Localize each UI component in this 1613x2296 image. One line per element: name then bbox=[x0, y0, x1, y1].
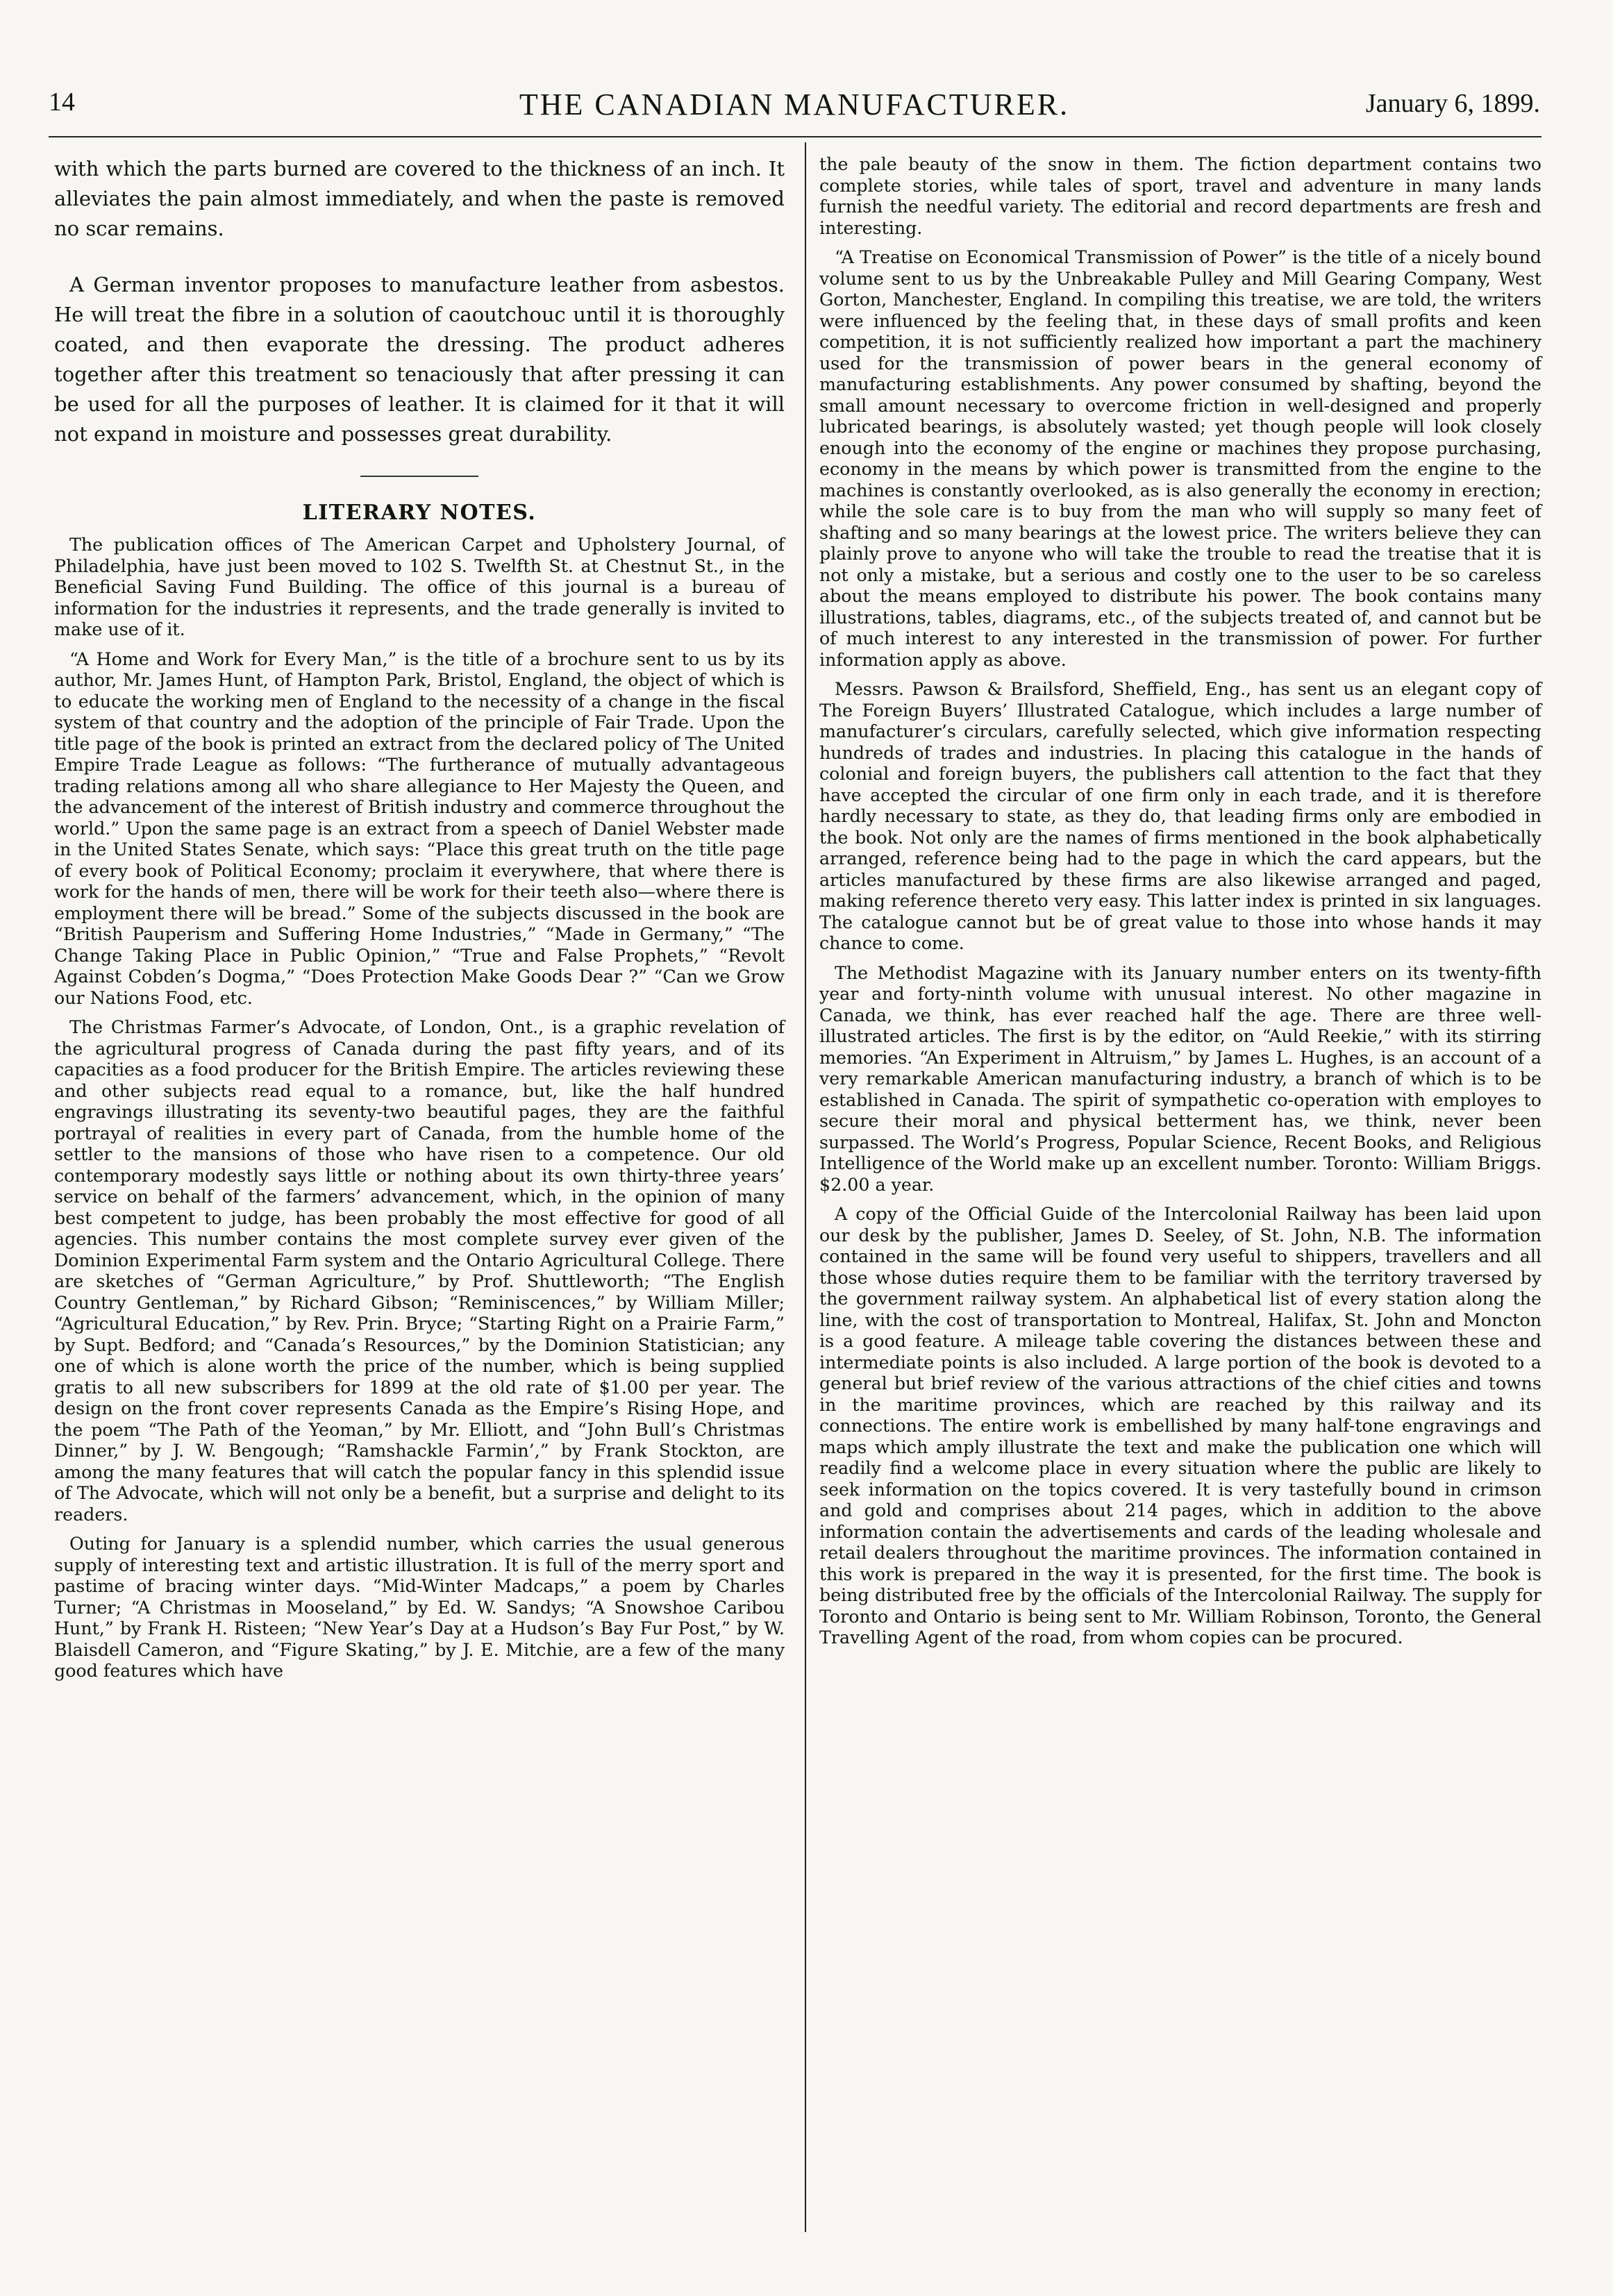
issue-date: January 6, 1899. bbox=[1365, 89, 1540, 118]
notes-paragraph: “A Home and Work for Every Man,” is the title of a brochure sent to us by its author, Mr. James Hunt, of Hampton Park, Bristol, England, the object of which is to educate the working men of England to the necessity of a change in the fiscal system of that country and the adoption of the principle of Fair Trade. Upon the title page of the book is printed an extract from the declared policy of The United Empire Trade League as follows: “The furtherance of mutually advantageous trading relations among all who share allegiance to Her Majesty the Queen, and the advancement of the interest of British industry and commerce throughout the world.” Upon the same page is an extract from a speech of Daniel Webster made in the United States Senate, which says: “Place this great truth on the title page of every book of Political Economy; proclaim it everywhere, that where there is work for the hands of men, there will be work for their teeth also—where there is employment there will be bread.” Some of the subjects discussed in the book are “British Pauperism and Suffering Home Industries,” “Made in Germany,” “The Change Taking Place in Public Opinion,” “True and False Prophets,” “Revolt Against Cobden’s Dogma,” “Does Protection Make Goods Dear ?” “Can we Grow our Nations Food, etc. bbox=[54, 648, 785, 1008]
article-continuation-paragraph: with which the parts burned are covered to the thickness of an inch. It alleviates the pain almost immediately, and when the paste is removed no scar remains. bbox=[54, 157, 785, 240]
literary-notes-heading: LITERARY NOTES. bbox=[302, 501, 537, 525]
notes-paragraph: The Methodist Magazine with its January number enters on its twenty-fifth year and forty-ninth volume with unusual interest. No other magazine in Canada, we think, has ever reached half the age. There are three well-illustrated articles. The first is by the editor, on “Auld Reekie,” with its stirring memories. “An Experiment in Altruism,” by James L. Hughes, is an account of a very remarkable American manufacturing industry, a branch of which is to be established in Canada. The spirit of sympathetic co-operation with employes to secure their moral and physical betterment has, we think, never been surpassed. The World’s Progress, Popular Science, Recent Books, and Religious Intelligence of the World make up an excellent number. Toronto: William Briggs. $2.00 a year. bbox=[819, 962, 1541, 1195]
notes-paragraph: The Christmas Farmer’s Advocate, of London, Ont., is a graphic revelation of the agricultural progress of Canada during the past fifty years, and of its capacities as a food producer for the British Empire. The articles reviewing these and other subjects read equal to a romance, but, like the half hundred engravings illustrating its seventy-two beautiful pages, they are the faithful portrayal of realities in every part of Canada, from the humble home of the settler to the mansions of those who have risen to a competence. Our old contemporary modestly says little or nothing about its own thirty-three years’ service on behalf of the farmers’ advancement, which, in the opinion of many best competent to judge, has been probably the most effective for good of all agencies. This number contains the most complete survey ever given of the Dominion Experimental Farm system and the Ontario Agricultural College. There are sketches of “German Agriculture,” by Prof. Shuttleworth; “The English Country Gentleman,” by Richard Gibson; “Reminiscences,” by William Miller; “Agricultural Education,” by Rev. Prin. Bryce; “Starting Right on a Prairie Farm,” by Supt. Bedford; and “Canada’s Resources,” by the Dominion Statistician; any one of which is alone worth the price of the number, which is being supplied gratis to all new subscribers for 1899 at the old rate of $1.00 per year. The design on the front cover represents Canada as the Empire’s Rising Hope, and the poem “The Path of the Yeoman,” by Mr. Elliott, and “John Bull’s Christmas Dinner,” by J. W. Bengough; “Ramshackle Farmin’,” by Frank Stockton, are among the many features that will catch the popular fancy in this splendid issue of The Advocate, which will not only be a benefit, but a surprise and delight to its readers. bbox=[54, 1017, 785, 1525]
notes-paragraph: The publication offices of The American Carpet and Upholstery Journal, of Philadelphia, have just been moved to 102 S. Twelfth St. at Chestnut St., in the Beneficial Saving Fund Building. The office of this journal is a bureau of information for the industries it represents, and the trade generally is invited to make use of it. bbox=[54, 535, 785, 639]
notes-paragraph: “A Treatise on Economical Transmission of Power” is the title of a nicely bound volume sent to us by the Unbreakable Pulley and Mill Gearing Company, West Gorton, Manchester, England. In compiling this treatise, we are told, the writers were influenced by the feeling that, in these days of small profits and keen competition, it is not sufficiently realized how important a part the machinery used for the transmission of power bears in the general economy of manufacturing establishments. Any power consumed by shafting, beyond the small amount necessary to overcome friction in well-designed and properly lubricated bearings, is absolutely wasted; yet though people will look closely enough into the economy of the engine or machines they propose purchasing, economy in the means by which power is transmitted from the engine to the machines is constantly overlooked, as is also generally the economy in erection; while the sole care is to buy from the man who will supply so many feet of shafting and so many bearings at the lowest price. The writers believe they can plainly prove to anyone who will take the trouble to read the treatise that it is not only a mistake, but a serious and costly one to the user to be so careless about the means employed to distribute his power. The book contains many illustrations, tables, diagrams, etc., of the subjects treated of, and cannot but be of much interest to any interested in the transmission of power. For further information apply as above. bbox=[819, 247, 1541, 670]
notes-paragraph: Outing for January is a splendid number, which carries the usual generous supply of interesting text and artistic illustration. It is full of the merry sport and pastime of bracing winter days. “Mid-Winter Madcaps,” a poem by Charles Turner; “A Christmas in Mooseland,” by Ed. W. Sandys; “A Snowshoe Caribou Hunt,” by Frank H. Risteen; “New Year’s Day at a Hudson’s Bay Fur Post,” by W. Blaisdell Cameron, and “Figure Skating,” by J. E. Mitchie, are a few of the many good features which have bbox=[54, 1534, 785, 1681]
page-header bbox=[49, 87, 1540, 128]
left-column bbox=[54, 154, 785, 1691]
publication-title: THE CANADIAN MANUFACTURER. bbox=[519, 87, 1070, 121]
column-divider bbox=[805, 142, 806, 2232]
asbestos-leather-paragraph: A German inventor proposes to manufacture leather from asbestos. He will treat the fibre in a solution of caoutchouc until it is thoroughly coated, and then evaporate the dressing. The product adheres together after this treatment so tenaciously that after pressing it can be used for all the purposes of leather. It is claimed for it that it will not expand in moisture and possesses great durability. bbox=[54, 273, 785, 446]
notes-paragraph: Messrs. Pawson & Brailsford, Sheffield, Eng., has sent us an elegant copy of The Foreign Buyers’ Illustrated Catalogue, which includes a large number of manufacturer’s circulars, carefully selected, which give information respecting hundreds of trades and industries. In placing this catalogue in the hands of colonial and foreign buyers, the publishers call attention to the fact that they have accepted the circular of one firm only in each trade, and it is therefore hardly necessary to state, as they do, that leading firms only are embodied in the book. Not only are the names of firms mentioned in the book alphabetically arranged, reference being had to the page in which the card appears, but the articles manufactured by these firms are also likewise arranged and paged, making reference thereto very easy. This latter index is printed in six languages. The catalogue cannot but be of great value to those into whose hands it may chance to come. bbox=[819, 679, 1541, 953]
notes-paragraph: A copy of the Official Guide of the Intercolonial Railway has been laid upon our desk by the publisher, James D. Seeley, of St. John, N.B. The information contained in the same will be found very useful to shippers, travellers and all those whose duties require them to be familiar with the territory traversed by the government railway system. An alphabetical list of every station along the line, with the cost of transportation to Montreal, Halifax, St. John and Moncton is a good feature. A mileage table covering the distances between these and intermediate points is also included. A large portion of the book is devoted to a general but brief review of the various attractions of the chief cities and towns in the maritime provinces, which are reached by this railway and its connections. The entire work is embellished by many half-tone engravings and maps which amply illustrate the text and make the publication one which will readily find a welcome place in every situation where the public are likely to seek information on the topics covered. It is very tastefully bound in crimson and gold and comprises about 214 pages, which in addition to the above information contain the advertisements and cards of the leading wholesale and retail dealers throughout the maritime provinces. The information contained in this work is prepared in the way it is presented, for the first time. The book is being distributed free by the officials of the Intercolonial Railway. The supply for Toronto and Ontario is being sent to Mr. William Robinson, Toronto, the General Travelling Agent of the road, from whom copies can be procured. bbox=[819, 1204, 1541, 1648]
section-separator bbox=[360, 476, 478, 477]
notes-paragraph: the pale beauty of the snow in them. The fiction department contains two complete stories, while tales of sport, travel and adventure in many lands furnish the needful variety. The editorial and record departments are fresh and interesting. bbox=[819, 154, 1541, 238]
right-column bbox=[819, 154, 1541, 1657]
header-rule bbox=[49, 136, 1541, 137]
page-number: 14 bbox=[49, 87, 75, 117]
